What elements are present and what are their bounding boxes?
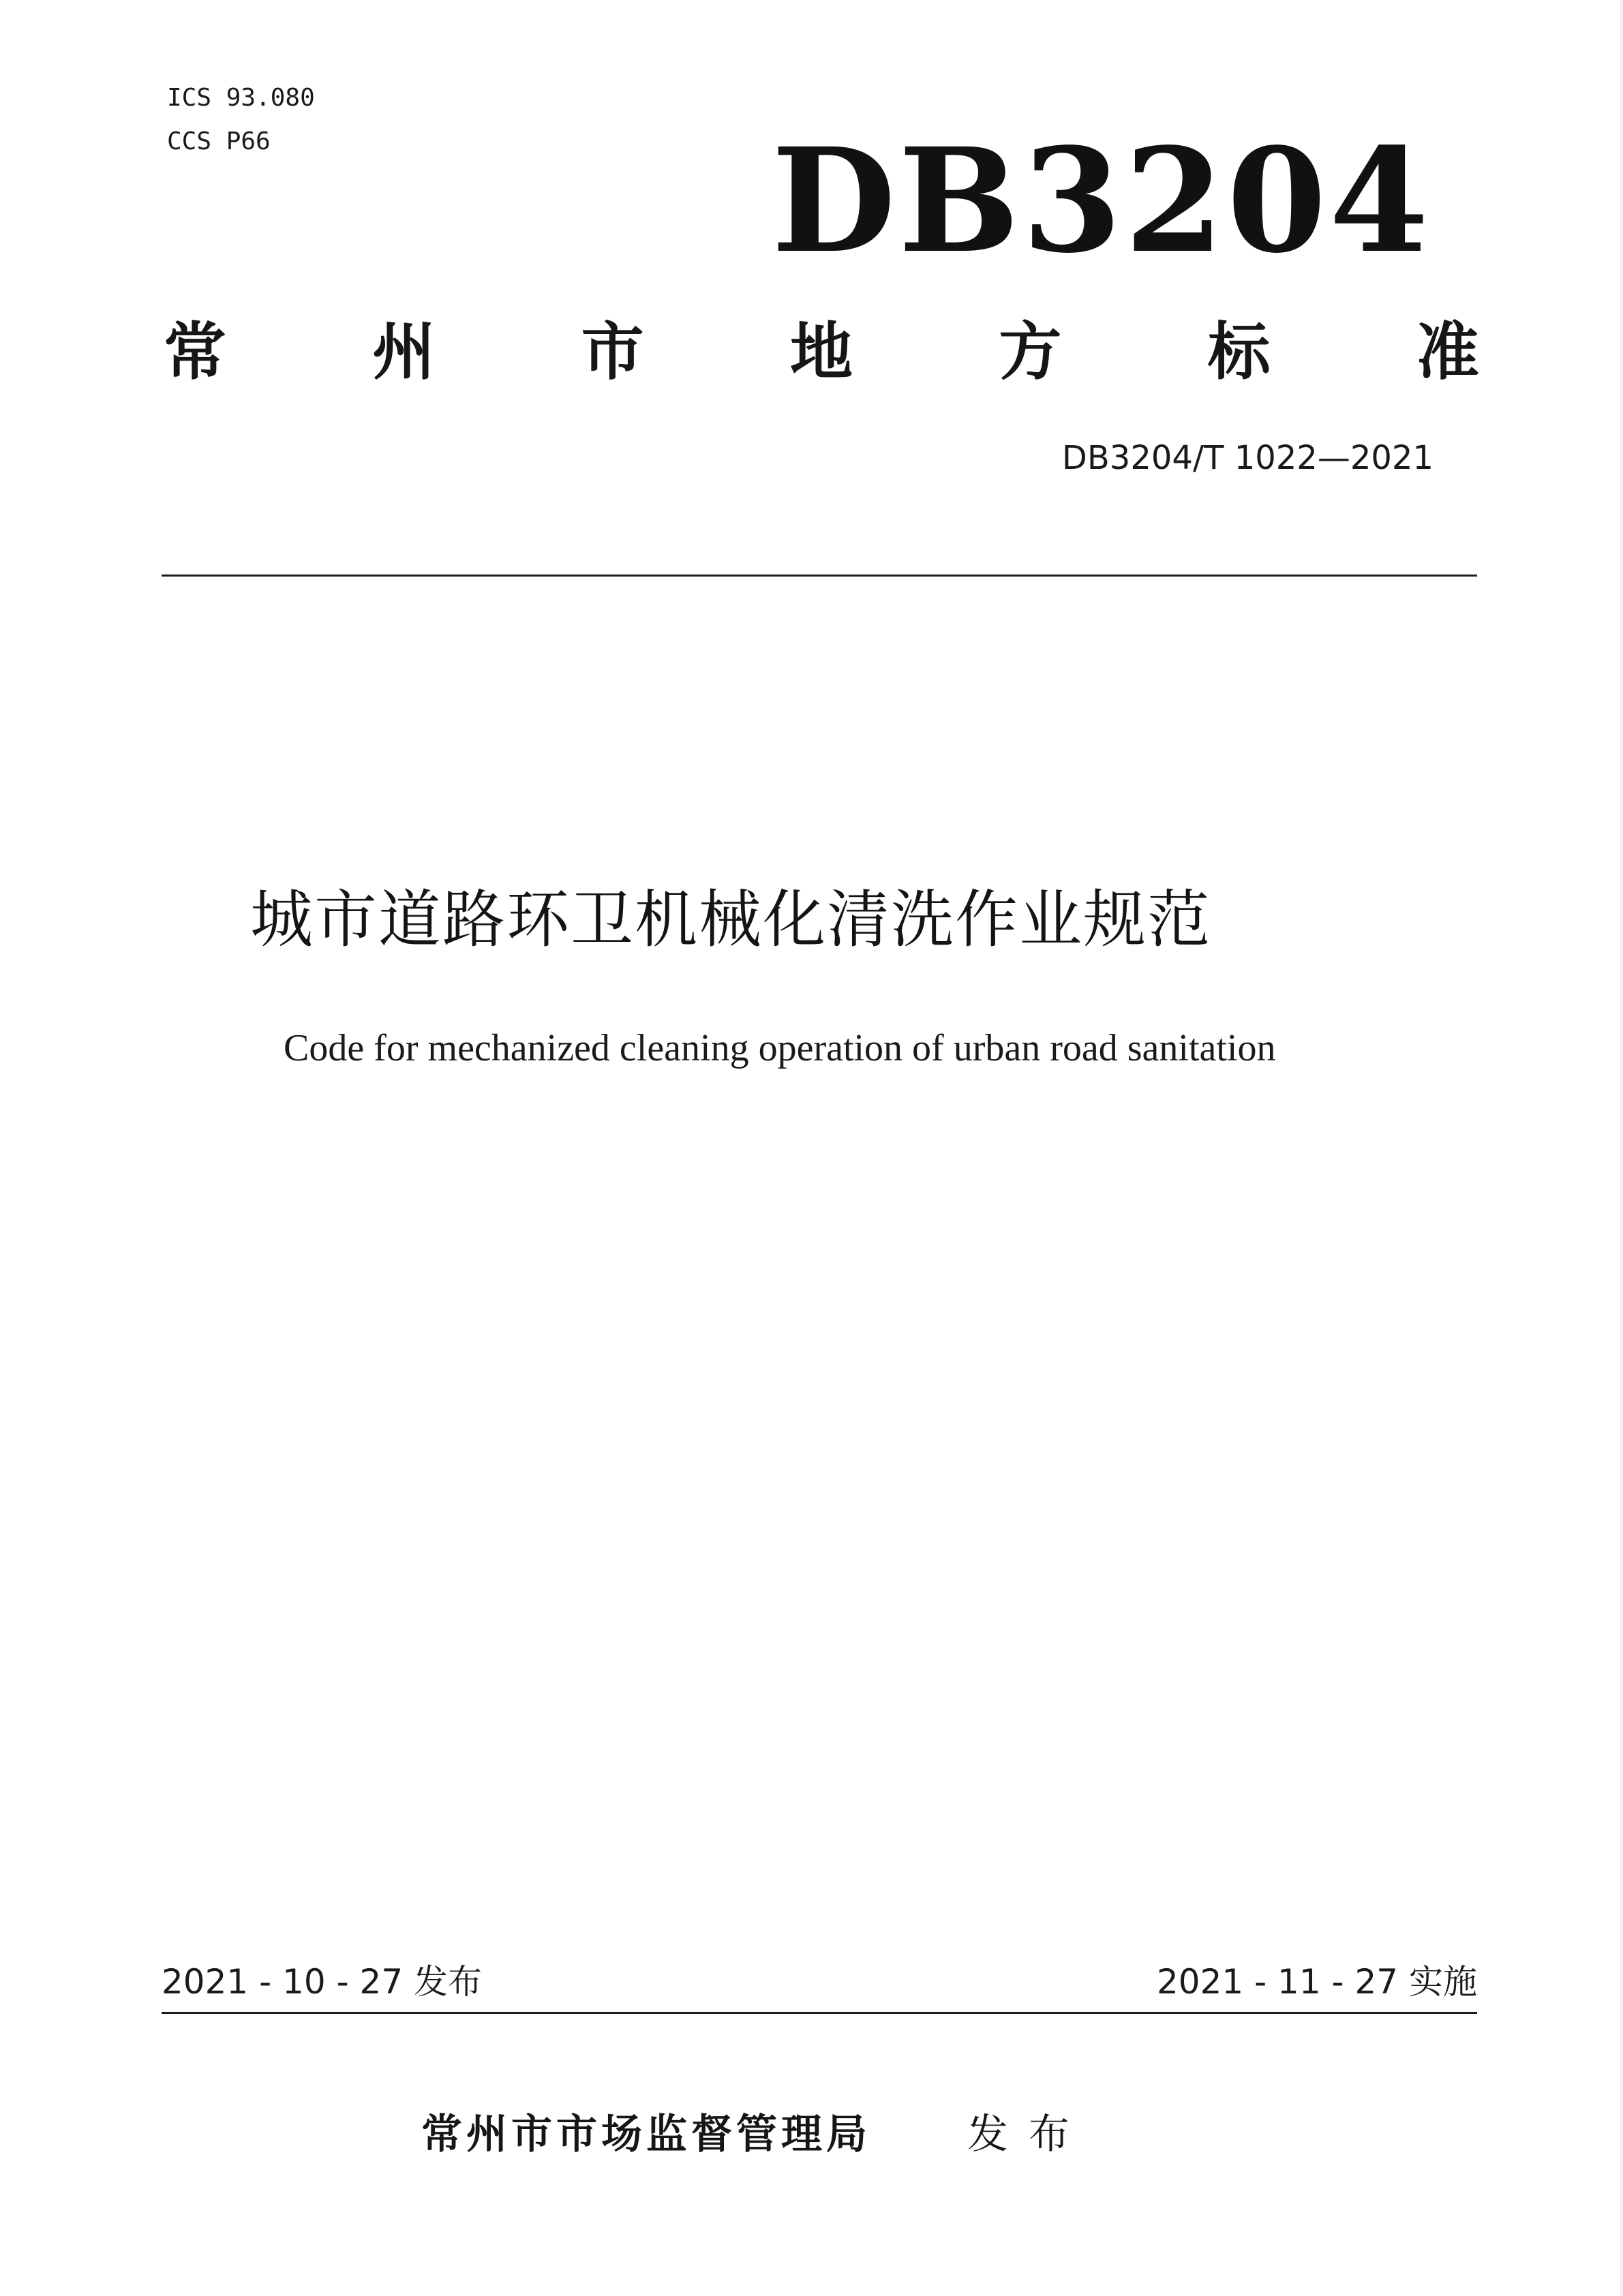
publisher-action: 发布 [967, 2111, 1090, 2158]
standard-type-heading [164, 315, 1479, 390]
top-divider [162, 575, 1477, 577]
standard-type-char: 准 [1416, 316, 1479, 388]
bottom-divider [162, 2012, 1477, 2014]
standard-type-char: 地 [789, 316, 853, 388]
document-title-english: Code for mechanized cleaning operation of urban road sanitation [284, 1027, 1276, 1069]
classification-block [167, 76, 315, 164]
publisher-line [421, 2107, 1090, 2162]
document-title-chinese: 城市道路环卫机械化清洗作业规范 [250, 883, 1212, 956]
standard-code-heading: DB3204 [771, 117, 1431, 285]
standard-number: DB3204/T 1022—2021 [1061, 439, 1434, 477]
standard-type-char: 常 [164, 316, 227, 388]
date-row [162, 1957, 1477, 2006]
issue-date: 2021 - 10 - 27 发布 [162, 1962, 483, 2002]
scan-edge [1620, 0, 1623, 2296]
standard-type-char: 市 [581, 316, 644, 388]
standard-type-char: 方 [999, 316, 1062, 388]
ics-code: ICS 93.080 [167, 84, 315, 112]
standard-type-char: 州 [372, 316, 436, 388]
implementation-date: 2021 - 11 - 27 实施 [1156, 1962, 1477, 2002]
standard-type-char: 标 [1207, 316, 1271, 388]
publisher-name: 常州市市场监督管理局 [421, 2111, 871, 2158]
ccs-code: CCS P66 [167, 127, 271, 155]
